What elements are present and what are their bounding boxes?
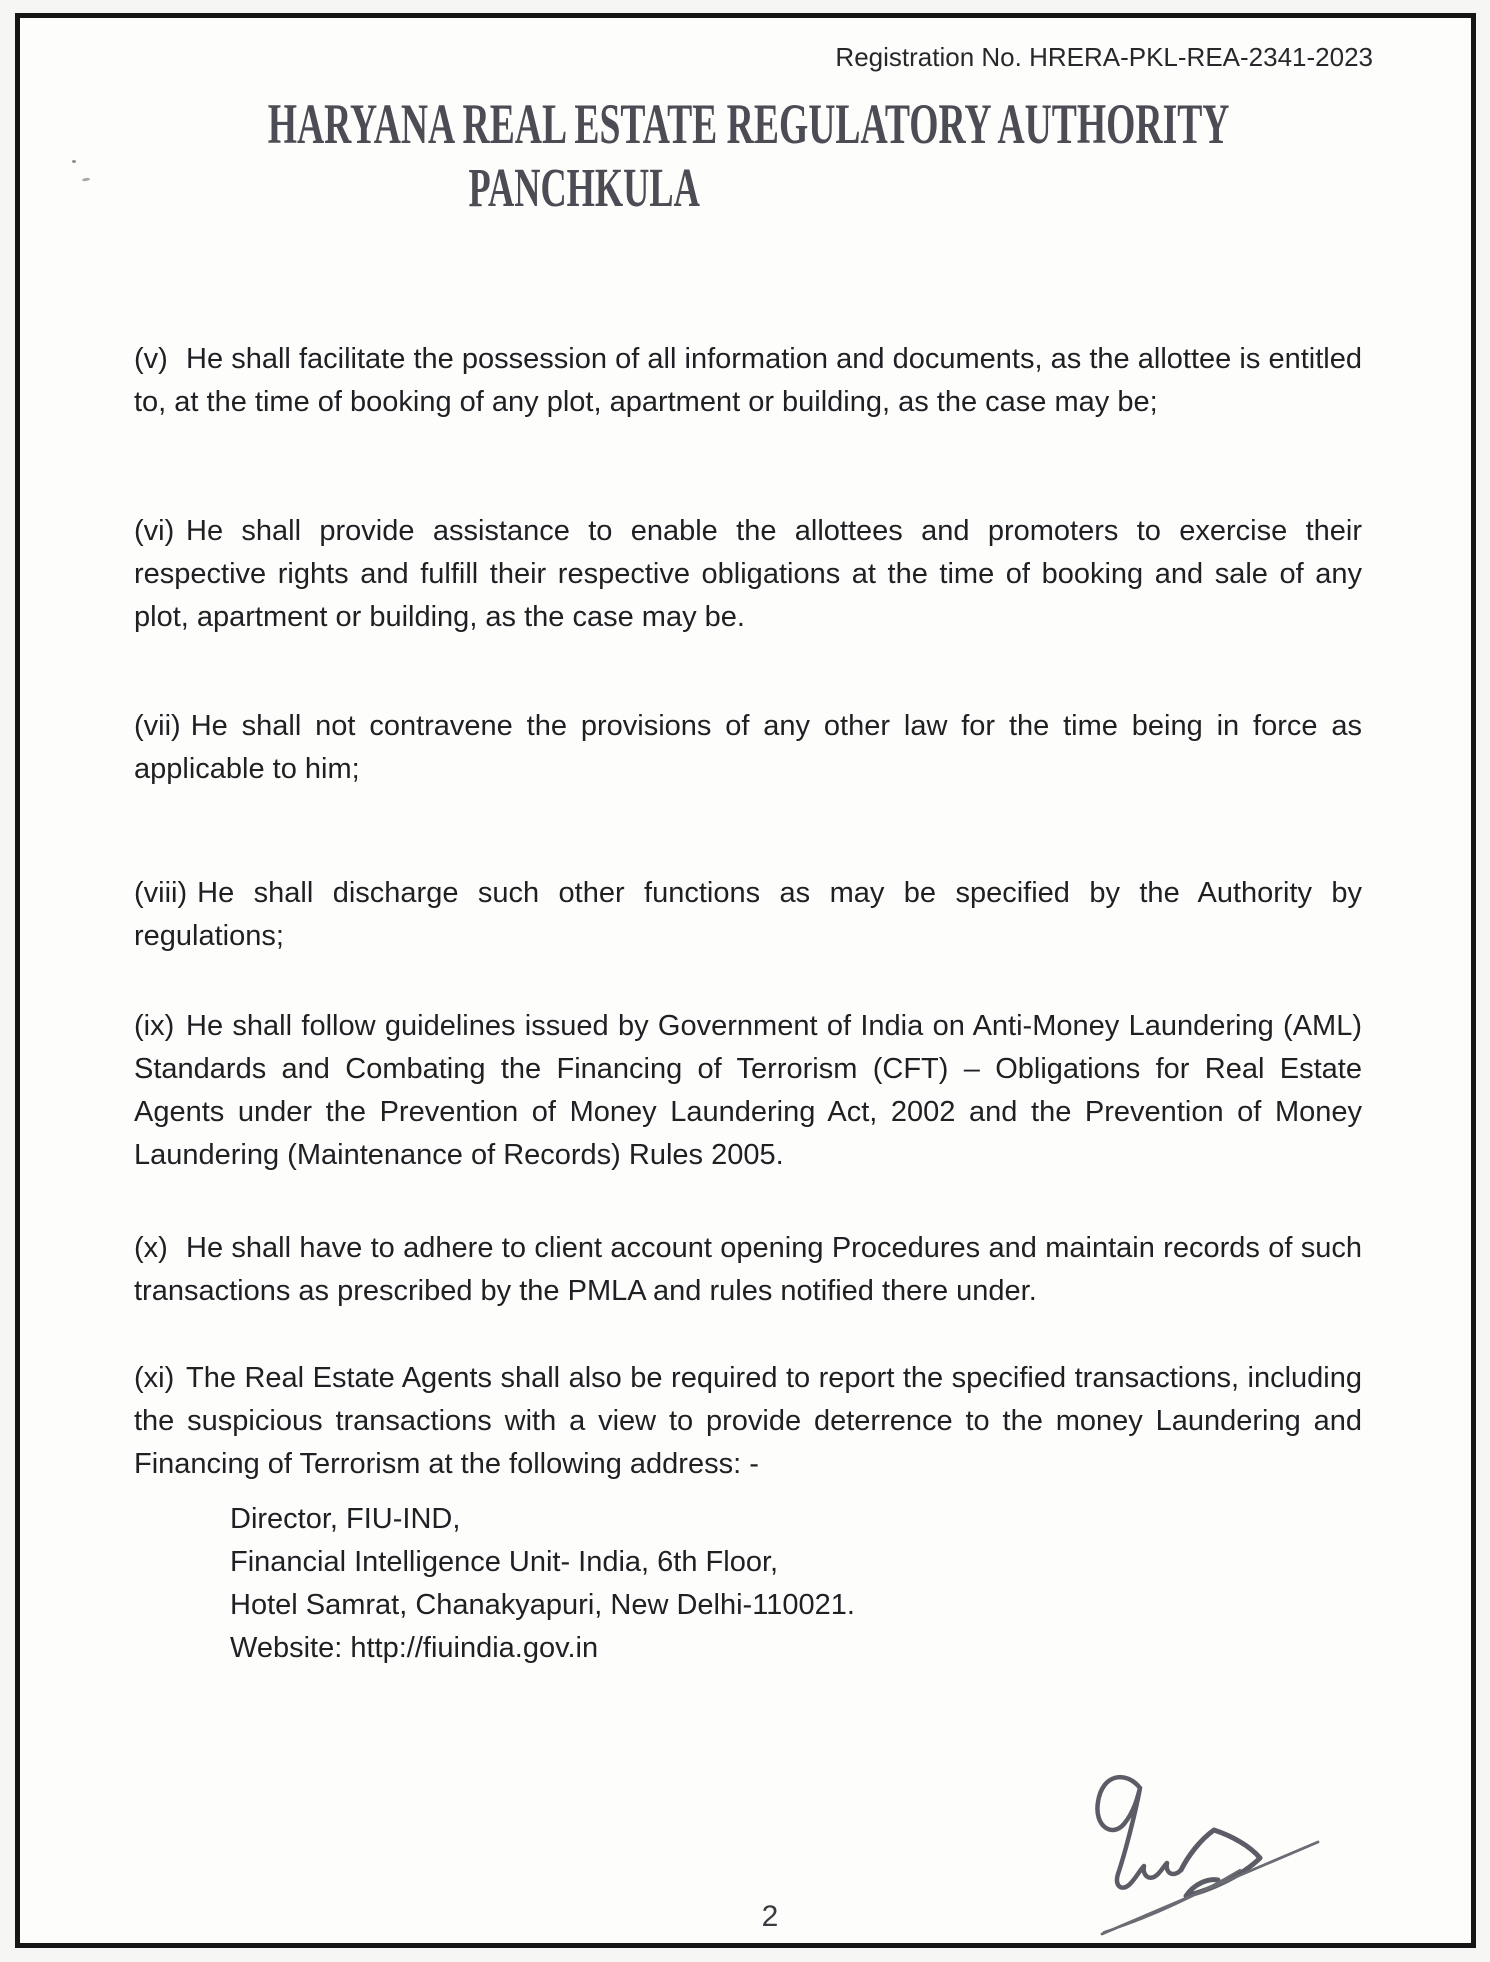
document-subtitle-text: PANCHKULA — [468, 157, 700, 218]
paragraph-text: He shall provide assistance to enable the allottees and promoters to exercise their respective rights and fulfill their respective obligations at the time of booking and sale of any plot, apartment or building, as the case may be. — [134, 515, 1362, 633]
document-body — [134, 338, 1362, 1670]
paragraph-marker: (ix) — [134, 1010, 175, 1042]
signature-icon — [1070, 1766, 1360, 1951]
document-title-text: HARYANA REAL ESTATE REGULATORY AUTHORITY — [267, 93, 1230, 156]
paragraph-viii — [134, 872, 1362, 958]
document-page — [15, 13, 1476, 1948]
paragraph-marker: (vii) — [134, 710, 181, 742]
paragraph-v — [134, 338, 1362, 424]
document-subtitle — [20, 156, 1148, 219]
address-line: Financial Intelligence Unit- India, 6th Floor, — [230, 1546, 779, 1578]
paragraph-vi — [134, 510, 1362, 639]
paragraph-vii — [134, 705, 1362, 791]
address-line: Hotel Samrat, Chanakyapuri, New Delhi-110021. — [230, 1589, 855, 1621]
paragraph-marker: (x) — [134, 1232, 168, 1264]
page-number: 2 — [761, 1900, 779, 1933]
paragraph-xi — [134, 1357, 1362, 1486]
paragraph-marker: (viii) — [134, 877, 188, 909]
address-line: Website: http://fiuindia.gov.in — [230, 1632, 599, 1664]
paragraph-text: He shall facilitate the possession of all information and documents, as the allottee is entitled to, at the time of booking of any plot, apartment or building, as the case may be; — [134, 343, 1362, 418]
paragraph-x — [134, 1227, 1362, 1313]
paragraph-marker: (v) — [134, 343, 168, 375]
paragraph-text: He shall have to adhere to client account opening Procedures and maintain records of such transactions as prescribed by the PMLA and rules notified there under. — [134, 1232, 1362, 1307]
address-line: Director, FIU-IND, — [230, 1503, 461, 1535]
paragraph-text: He shall not contravene the provisions of any other law for the time being in force as applicable to him; — [134, 710, 1362, 785]
paragraph-text: The Real Estate Agents shall also be required to report the specified transactions, including the suspicious transactions with a view to provide deterrence to the money Laundering and Financing of Terrorism at the following address: - — [134, 1362, 1362, 1480]
fiu-address-block — [134, 1498, 1362, 1670]
paragraph-marker: (xi) — [134, 1362, 175, 1394]
registration-number: Registration No. HRERA-PKL-REA-2341-2023 — [835, 42, 1373, 72]
paragraph-text: He shall follow guidelines issued by Government of India on Anti-Money Laundering (AML) Standards and Combating the Financing of Terrorism (CFT) – Obligations for Real Estate Agents under the Prevention of Money Laundering Act, 2002 and the Prevention of Money Laundering (Maintenance of Records) Rules 2005. — [134, 1010, 1362, 1171]
paragraph-marker: (vi) — [134, 515, 175, 547]
paragraph-text: He shall discharge such other functions as may be specified by the Authority by regulations; — [134, 877, 1362, 952]
document-title — [20, 92, 1230, 157]
paragraph-ix — [134, 1005, 1362, 1177]
